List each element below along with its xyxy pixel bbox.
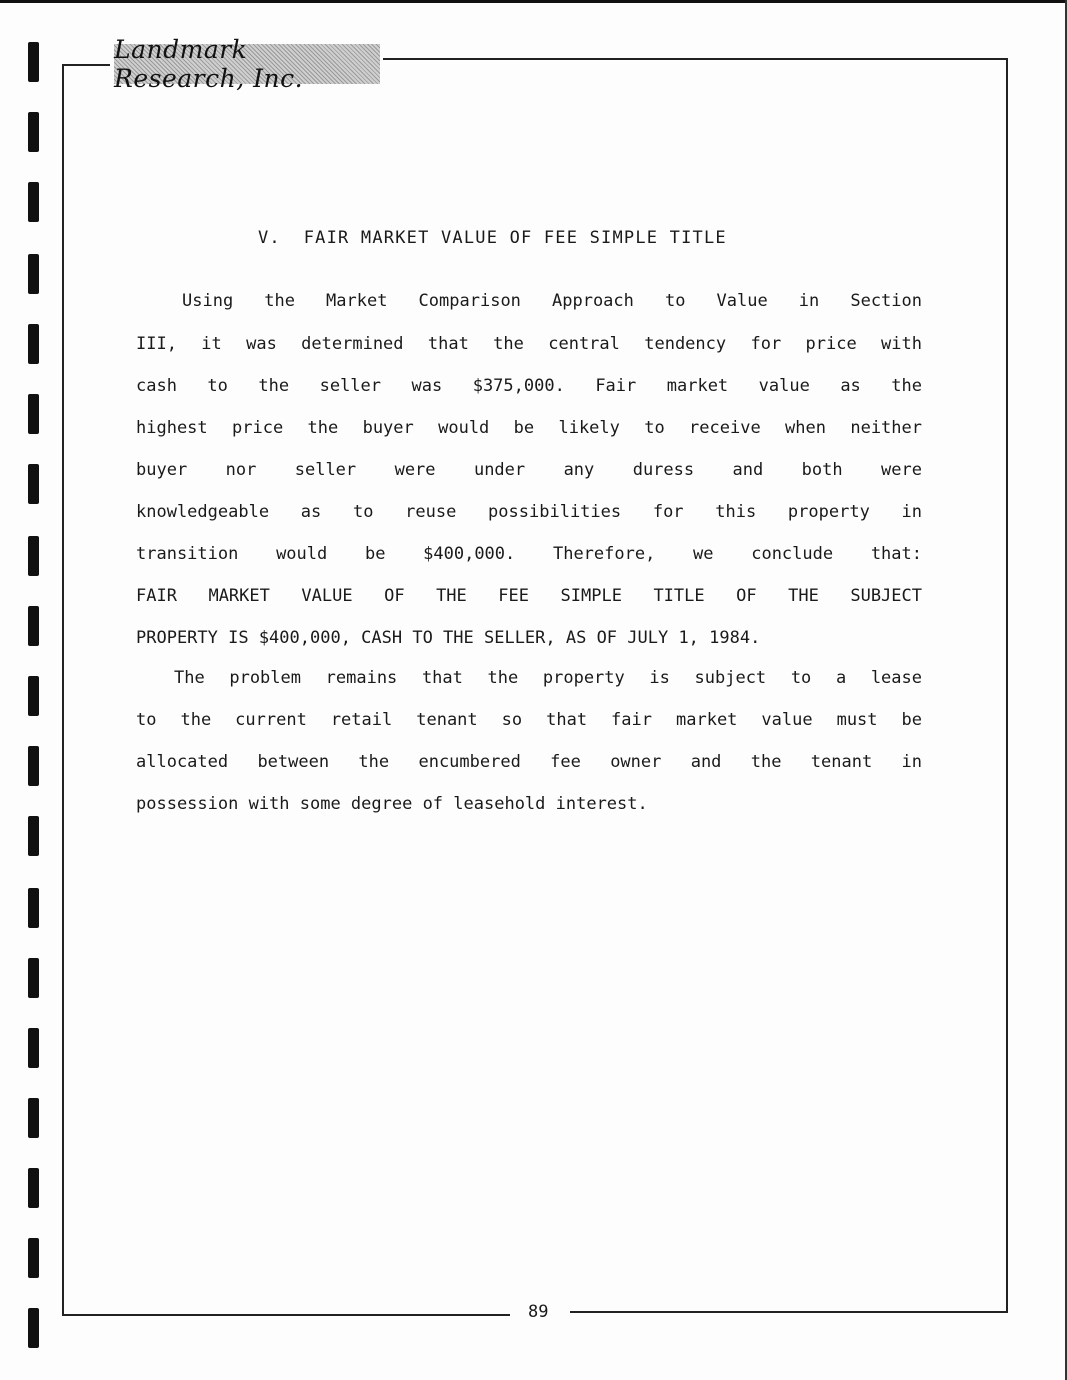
binding-hole bbox=[28, 112, 39, 152]
binding-hole bbox=[28, 1028, 39, 1068]
logo-text: Landmark Research, Inc. bbox=[114, 35, 304, 93]
frame-border-right bbox=[1006, 58, 1008, 1313]
section-heading: V. FAIR MARKET VALUE OF FEE SIMPLE TITLE bbox=[258, 228, 727, 248]
text-line: to the current retail tenant so that fair market value must be bbox=[136, 710, 922, 730]
binding-hole bbox=[28, 1238, 39, 1278]
text-line: allocated between the encumbered fee owner and the tenant in bbox=[136, 752, 922, 772]
company-logo bbox=[114, 35, 380, 93]
text-line: PROPERTY IS $400,000, CASH TO THE SELLER, AS OF JULY 1, 1984. bbox=[136, 628, 761, 648]
frame-border-bottom bbox=[62, 1314, 510, 1316]
text-line: knowledgeable as to reuse possibilities for this property in bbox=[136, 502, 922, 522]
text-line: transition would be $400,000. Therefore, we conclude that: bbox=[136, 544, 922, 564]
scan-edge-top bbox=[0, 0, 1067, 3]
text-line: III, it was determined that the central tendency for price with bbox=[136, 334, 922, 354]
text-line: FAIR MARKET VALUE OF THE FEE SIMPLE TITLE OF THE SUBJECT bbox=[136, 586, 922, 606]
binding-hole bbox=[28, 254, 39, 294]
binding-hole bbox=[28, 1308, 39, 1348]
binding-hole bbox=[28, 1168, 39, 1208]
frame-border-left bbox=[62, 64, 64, 1316]
text-line: possession with some degree of leasehold interest. bbox=[136, 794, 648, 814]
binding-holes bbox=[28, 0, 42, 1380]
frame-border-bottom bbox=[570, 1311, 1008, 1313]
text-line: highest price the buyer would be likely to receive when neither bbox=[136, 418, 922, 438]
binding-hole bbox=[28, 42, 39, 82]
binding-hole bbox=[28, 464, 39, 504]
binding-hole bbox=[28, 746, 39, 786]
binding-hole bbox=[28, 1098, 39, 1138]
frame-border-top bbox=[62, 64, 110, 66]
binding-hole bbox=[28, 182, 39, 222]
page-number: 89 bbox=[528, 1302, 549, 1322]
text-line: cash to the seller was $375,000. Fair market value as the bbox=[136, 376, 922, 396]
binding-hole bbox=[28, 606, 39, 646]
binding-hole bbox=[28, 888, 39, 928]
binding-hole bbox=[28, 958, 39, 998]
text-line: Using the Market Comparison Approach to Value in Section bbox=[182, 291, 922, 311]
binding-hole bbox=[28, 324, 39, 364]
binding-hole bbox=[28, 394, 39, 434]
text-line: buyer nor seller were under any duress and both were bbox=[136, 460, 922, 480]
text-line: The problem remains that the property is subject to a lease bbox=[174, 668, 922, 688]
binding-hole bbox=[28, 676, 39, 716]
binding-hole bbox=[28, 536, 39, 576]
frame-border-top bbox=[383, 58, 1008, 60]
binding-hole bbox=[28, 816, 39, 856]
